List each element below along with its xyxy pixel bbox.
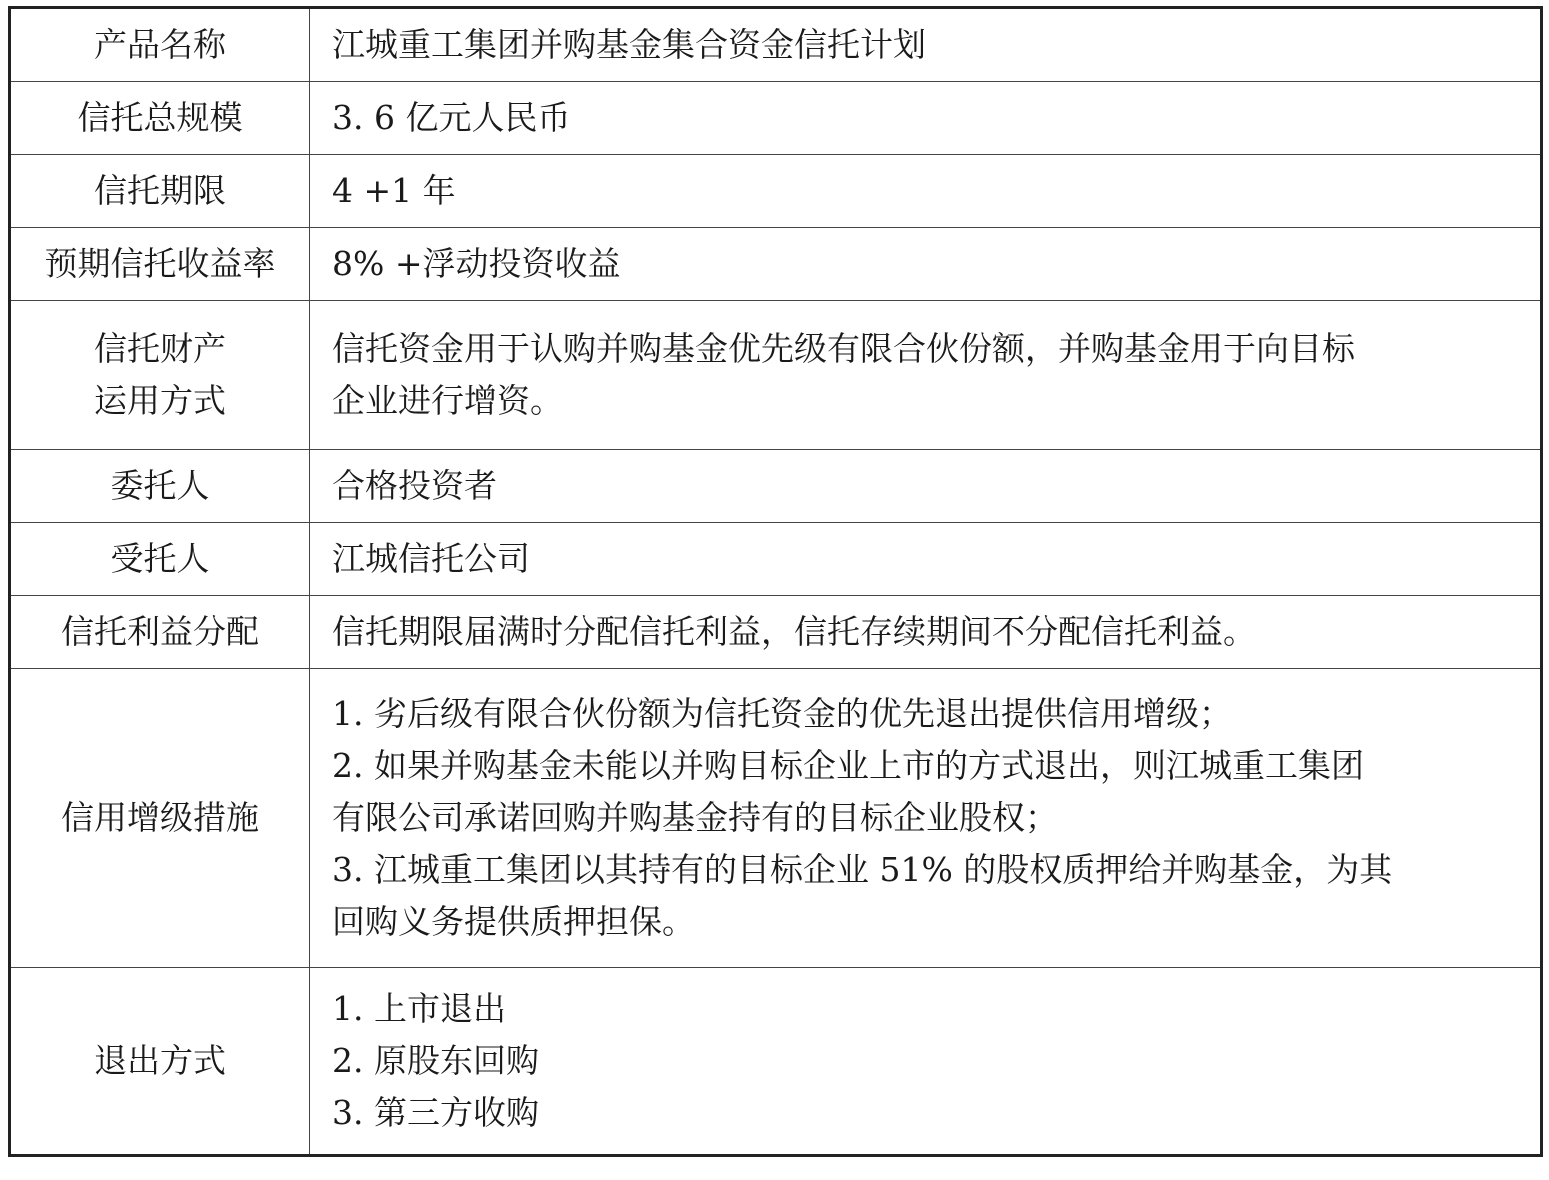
value-line: 信托期限届满时分配信托利益，信托存续期间不分配信托利益。 [332, 612, 1256, 651]
label-line: 产品名称 [94, 25, 226, 64]
value-line: 1. 上市退出 [332, 989, 506, 1028]
table-row [10, 301, 1542, 450]
row-value [310, 523, 1542, 596]
table-row [10, 82, 1542, 155]
value-line: 江城重工集团并购基金集合资金信托计划 [332, 25, 926, 64]
label-line: 运用方式 [94, 381, 226, 420]
label-line: 信托财产 [94, 329, 226, 368]
value-line: 3. 江城重工集团以其持有的目标企业 51% 的股权质押给并购基金，为其 [332, 850, 1393, 889]
label-line: 信用增级措施 [61, 798, 259, 837]
row-label [10, 228, 310, 301]
label-line: 退出方式 [94, 1041, 226, 1080]
table-row [10, 155, 1542, 228]
label-line: 受托人 [110, 539, 210, 578]
row-value [310, 596, 1542, 669]
trust-plan-table [8, 6, 1543, 1157]
row-value [310, 82, 1542, 155]
table-row [10, 596, 1542, 669]
row-value [310, 155, 1542, 228]
row-label [10, 596, 310, 669]
value-line: 3. 6 亿元人民币 [332, 98, 571, 137]
value-line: 1. 劣后级有限合伙份额为信托资金的优先退出提供信用增级； [332, 694, 1232, 733]
label-line: 委托人 [110, 466, 210, 505]
value-line: 3. 第三方收购 [332, 1093, 539, 1132]
row-label [10, 450, 310, 523]
label-line: 预期信托收益率 [44, 244, 276, 283]
row-label [10, 82, 310, 155]
row-label [10, 523, 310, 596]
table-row [10, 968, 1542, 1156]
row-value [310, 228, 1542, 301]
value-line: 合格投资者 [332, 466, 497, 505]
row-label [10, 155, 310, 228]
row-label [10, 669, 310, 968]
row-value [310, 8, 1542, 82]
value-line: 2. 如果并购基金未能以并购目标企业上市的方式退出，则江城重工集团 [332, 746, 1364, 785]
table-row [10, 450, 1542, 523]
row-value [310, 301, 1542, 450]
value-line: 江城信托公司 [332, 539, 530, 578]
row-value [310, 669, 1542, 968]
label-line: 信托利益分配 [61, 612, 259, 651]
row-label [10, 8, 310, 82]
value-line: 8% +浮动投资收益 [332, 244, 621, 283]
row-value [310, 450, 1542, 523]
table-row [10, 228, 1542, 301]
value-line: 回购义务提供质押担保。 [332, 902, 695, 941]
label-line: 信托总规模 [77, 98, 243, 137]
value-line: 有限公司承诺回购并购基金持有的目标企业股权； [332, 798, 1058, 837]
value-line: 2. 原股东回购 [332, 1041, 539, 1080]
row-label [10, 301, 310, 450]
table-row [10, 669, 1542, 968]
label-line: 信托期限 [94, 171, 226, 210]
row-label [10, 968, 310, 1156]
value-line: 信托资金用于认购并购基金优先级有限合伙份额，并购基金用于向目标 [332, 329, 1355, 368]
table-row [10, 8, 1542, 82]
table-row [10, 523, 1542, 596]
value-line: 4 +1 年 [332, 171, 456, 210]
row-value [310, 968, 1542, 1156]
value-line: 企业进行增资。 [332, 381, 563, 420]
